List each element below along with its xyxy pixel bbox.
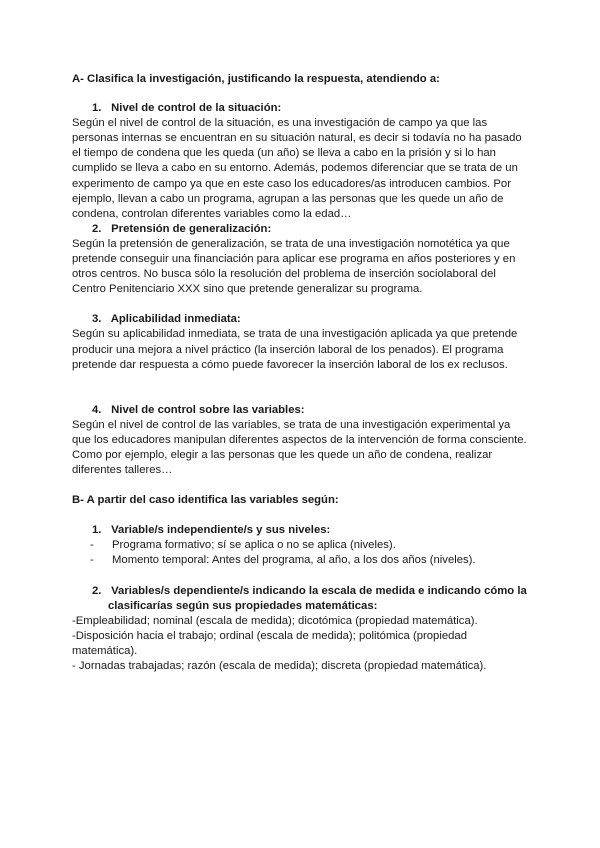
list-item: - Momento temporal: Antes del programa, al año, a los dos años (niveles). bbox=[90, 554, 476, 567]
item-b2-title: 2. Variables/s dependiente/s indicando la escala de medida e indicando cómo la clasificarías según sus propiedades matemáticas: bbox=[92, 584, 527, 612]
item-a1-title: 1. Nivel de control de la situación: bbox=[92, 102, 282, 115]
item-a2-title: 2. Pretensión de generalización: bbox=[92, 222, 272, 235]
document-page bbox=[72, 72, 532, 674]
section-a-title: A- Clasifica la investigación, justificando la respuesta, atendiendo a: bbox=[72, 73, 440, 85]
item-b1-title: 1. Variable/s independiente/s y sus niveles: bbox=[92, 524, 331, 537]
item-a4-text: Según el nivel de control de las variables, se trata de una investigación experimental ya que los educadores manipulan diferentes aspectos de la intervención de forma consciente. Como por ejemplo, elegir a las personas que les quede un año de condena, realizar diferentes talleres… bbox=[72, 418, 527, 477]
item-a4-title: 4. Nivel de control sobre las variables: bbox=[92, 403, 305, 416]
list-item: - Jornadas trabajadas; razón (escala de medida); discreta (propiedad matemática). bbox=[72, 660, 487, 672]
item-a3-text: Según su aplicabilidad inmediata, se trata de una investigación aplicada ya que pretende producir una mejora a nivel práctico (la inserción laboral de los penados). El programa pretende dar respuesta a cómo puede favorecer la inserción laboral de los ex reclusos. bbox=[72, 328, 518, 371]
section-b-title: B- A partir del caso identifica las variables según: bbox=[72, 494, 339, 507]
item-a1-text: Según el nivel de control de la situación, es una investigación de campo ya que las personas internas se encuentran en su situación natural, es decir si todavía no ha pasado el tiempo de condena que les queda (un año) se lleva a cabo en la prisión y si lo han cumplido se lleva a cabo en su entorno. Además, podemos diferenciar que se trata de un experimento de campo ya que en este caso los educadores/as introducen cambios. Por ejemplo, llevan a cabo un programa, agrupan a las personas que les quede un año de condena, controlan diferentes variables como la edad… bbox=[72, 117, 522, 220]
list-item: -Disposición hacia el trabajo; ordinal (escala de medida); politómica (propiedad matemática). bbox=[72, 629, 467, 657]
list-item: -Empleabilidad; nominal (escala de medida); dicotómica (propiedad matemática). bbox=[72, 614, 478, 627]
item-a2-text: Según la pretensión de generalización, se trata de una investigación nomotética ya que pretende conseguir una financiación para aplicar ese programa en años posteriores y en otros centros. No busca sólo la resolución del problema de inserción sociolaboral del Centro Penitenciario XXX sino que pretende generalizar su programa. bbox=[72, 237, 516, 296]
list-item: - Programa formativo; sí se aplica o no se aplica (niveles). bbox=[90, 539, 396, 552]
item-a3-title: 3. Aplicabilidad inmediata: bbox=[92, 313, 241, 326]
